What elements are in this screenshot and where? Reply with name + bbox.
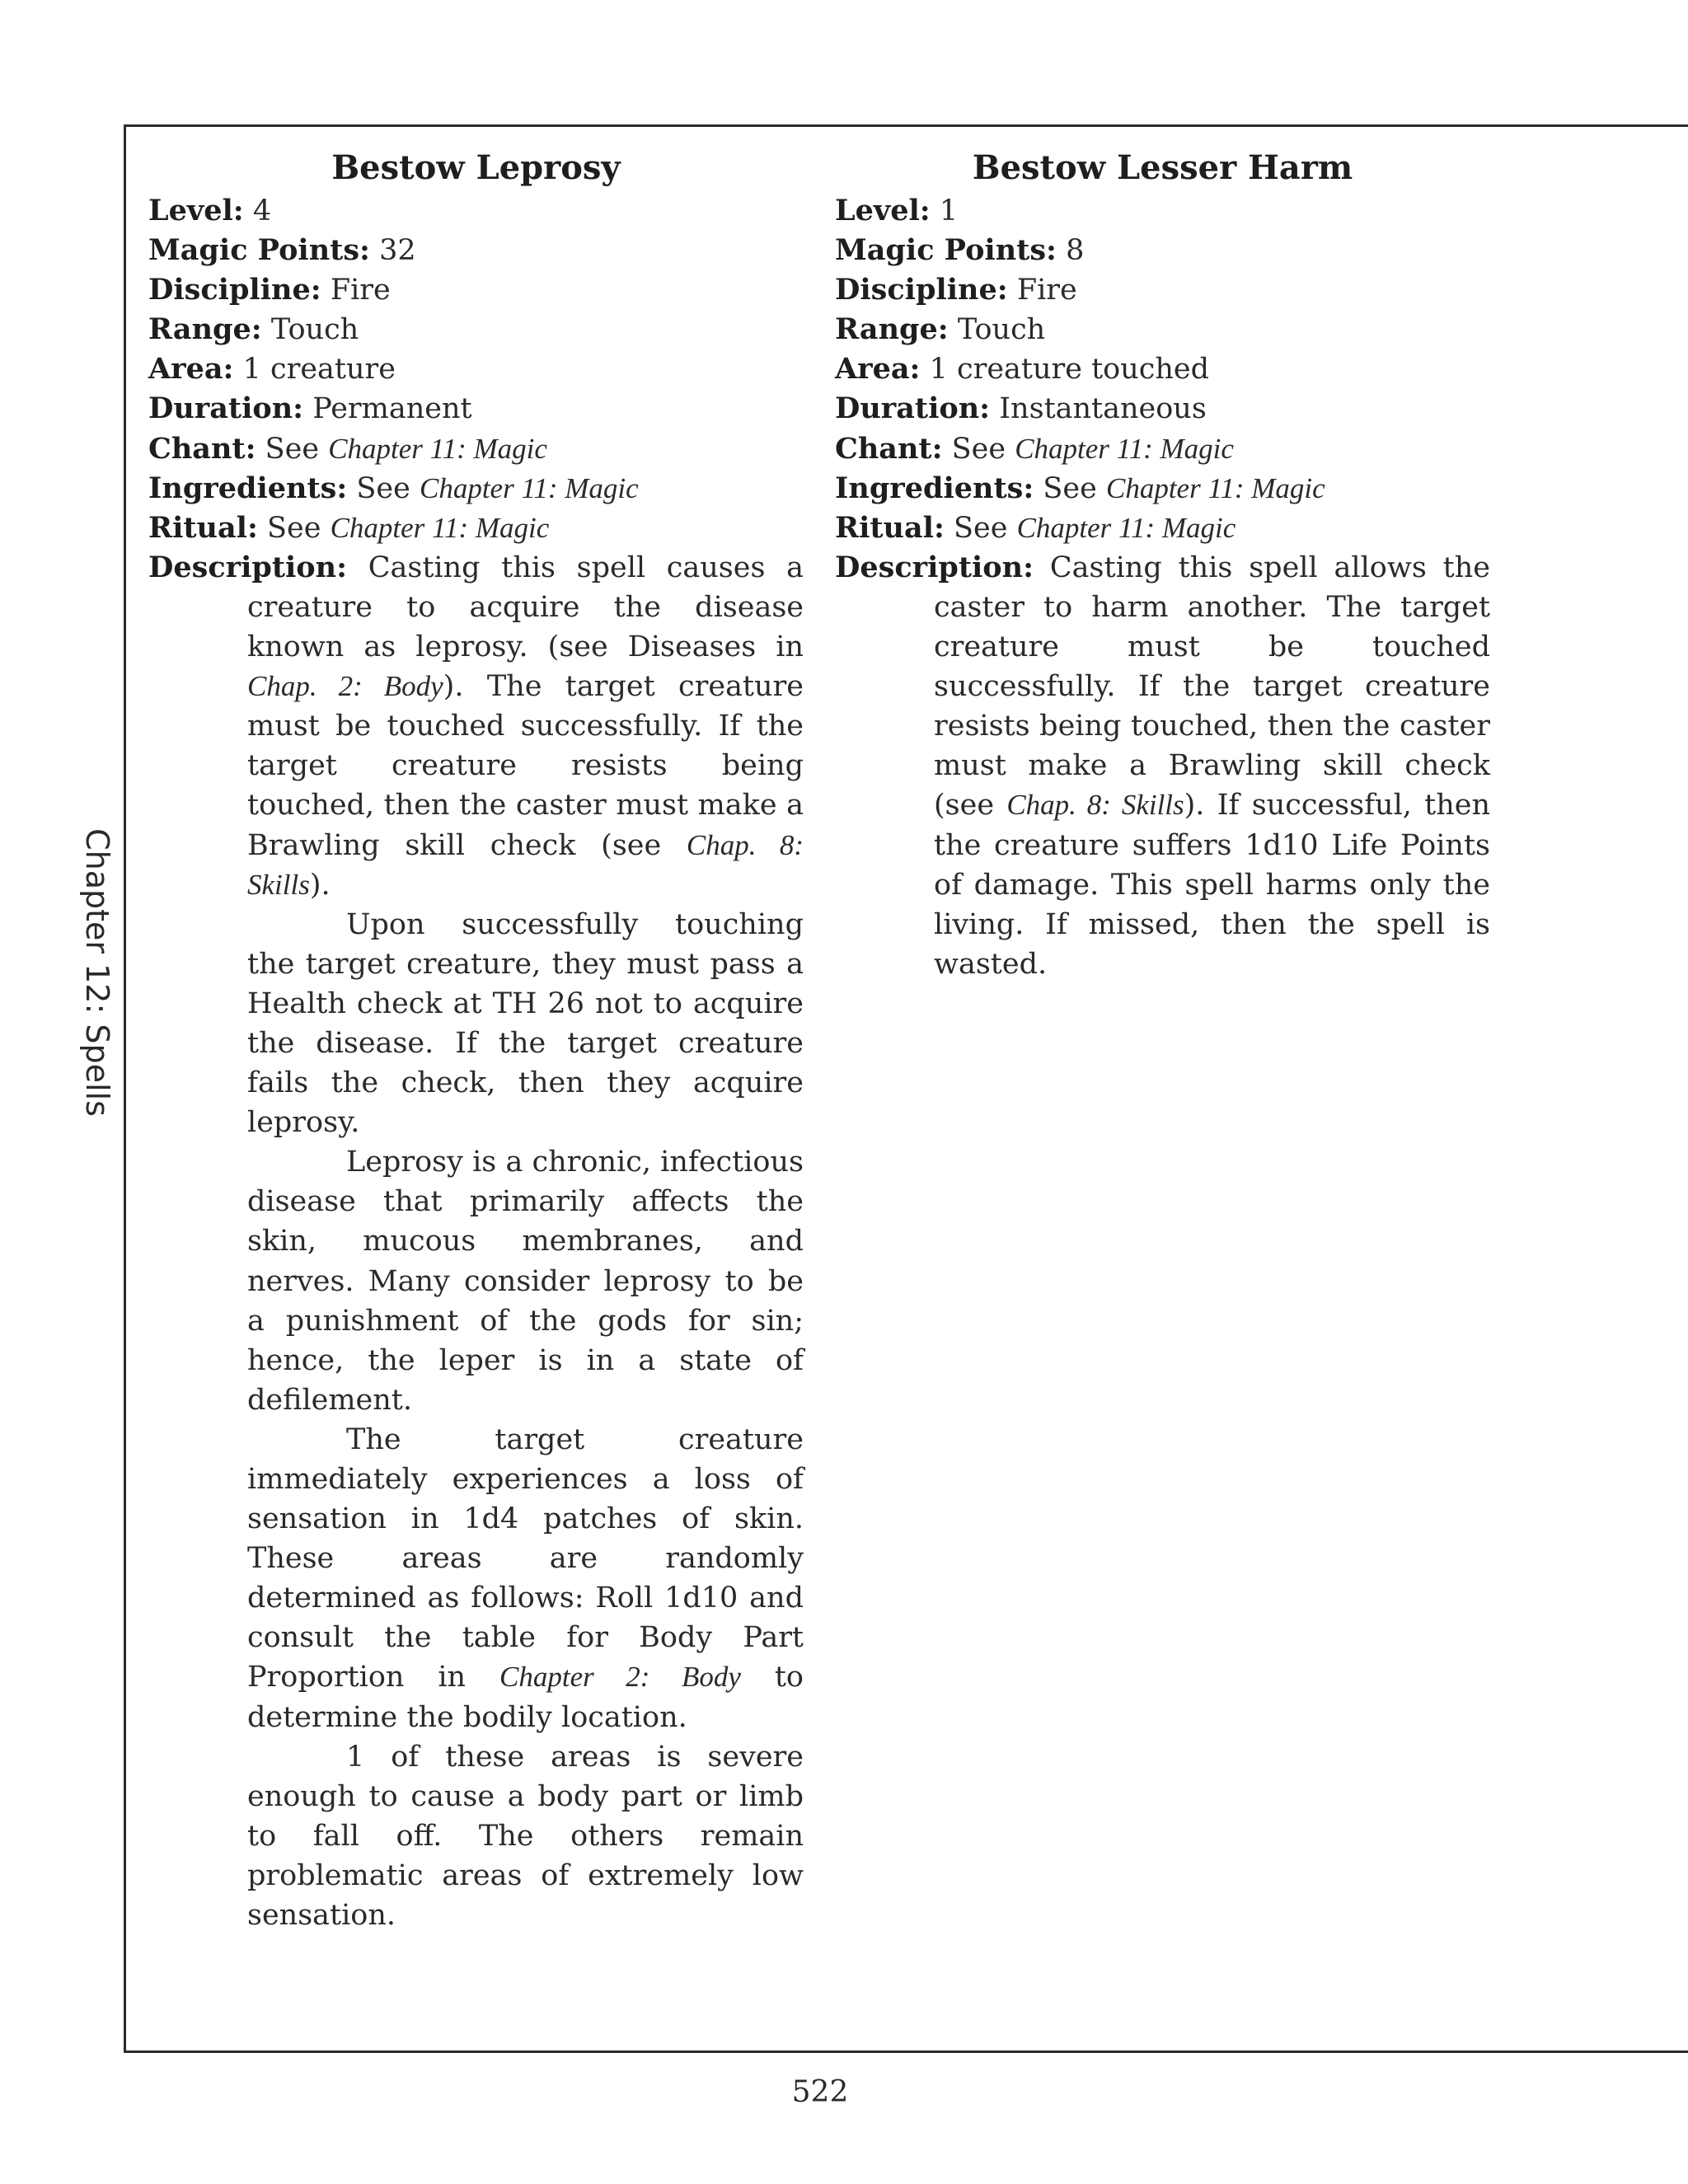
spell-entry-bestow-lesser-harm xyxy=(835,145,1490,984)
description-paragraph: The target creature immediately experiences a loss of sensation in 1d4 patches of skin. These areas are randomly determined as follows: Roll 1d10 and consult the table for Body Part Proportion in Chapter 2: Body to determine the bodily location. xyxy=(247,1422,804,1734)
spell-title: Bestow Leprosy xyxy=(331,148,621,187)
stat-chant: Chant: See Chapter 11: Magic xyxy=(835,431,1234,466)
stat-range: Range: Touch xyxy=(148,312,359,347)
stat-chant: Chant: See Chapter 11: Magic xyxy=(148,431,547,466)
description-paragraph: 1 of these areas is severe enough to cause a body part or limb to fall off. The others remain problematic areas of extremely low sensation. xyxy=(247,1740,804,1933)
stat-ritual: Ritual: See Chapter 11: Magic xyxy=(835,510,1236,545)
spell-entry-bestow-leprosy xyxy=(148,145,804,1935)
stat-area: Area: 1 creature xyxy=(148,352,396,387)
chapter-side-label: Chapter 12: Spells xyxy=(79,828,115,1117)
stat-discipline: Discipline: Fire xyxy=(148,273,391,307)
stat-range: Range: Touch xyxy=(835,312,1046,347)
stat-area: Area: 1 creature touched xyxy=(835,352,1210,387)
description-paragraph: Leprosy is a chronic, infectious disease that primarily affects the skin, mucous membranes, and nerves. Many consider leprosy to be a punishment of the gods for sin; hence, the leper is in a state of defilement. xyxy=(247,1146,804,1417)
stat-duration: Duration: Permanent xyxy=(148,391,472,426)
description: Description: Casting this spell allows the caster to harm another. The target creature must be touched successfully. If the target creature resists being touched, then the caster must make a Brawling skill check (see Chap. 8: Skills). If successful, then the creature suffers 1d10 Life Points of damage. This spell harms only the living. If missed, then the spell is wasted. xyxy=(835,550,1491,981)
description: Description: Casting this spell causes a creature to acquire the disease known as leprosy. (see Diseases in Chap. 2: Body). The target creature must be touched successfully. If the target creature resists being touched, then the caster must make a Brawling skill check (see Chap. 8: Skills). xyxy=(148,550,804,902)
stat-ingredients: Ingredients: See Chapter 11: Magic xyxy=(148,471,639,505)
stat-discipline: Discipline: Fire xyxy=(835,273,1077,307)
page-number: 522 xyxy=(791,2075,849,2109)
stat-duration: Duration: Instantaneous xyxy=(835,391,1207,426)
stat-ingredients: Ingredients: See Chapter 11: Magic xyxy=(835,471,1325,505)
stat-magic-points: Magic Points: 32 xyxy=(148,233,416,268)
stat-level: Level: 1 xyxy=(835,194,959,227)
stat-level: Level: 4 xyxy=(148,194,272,227)
stat-ritual: Ritual: See Chapter 11: Magic xyxy=(148,510,550,545)
spell-title: Bestow Lesser Harm xyxy=(972,148,1353,187)
description-paragraph: Upon successfully touching the target creature, they must pass a Health check at TH 26 not to acquire the disease. If the target creature fails the check, then they acquire leprosy. xyxy=(247,907,804,1140)
stat-magic-points: Magic Points: 8 xyxy=(835,233,1085,268)
